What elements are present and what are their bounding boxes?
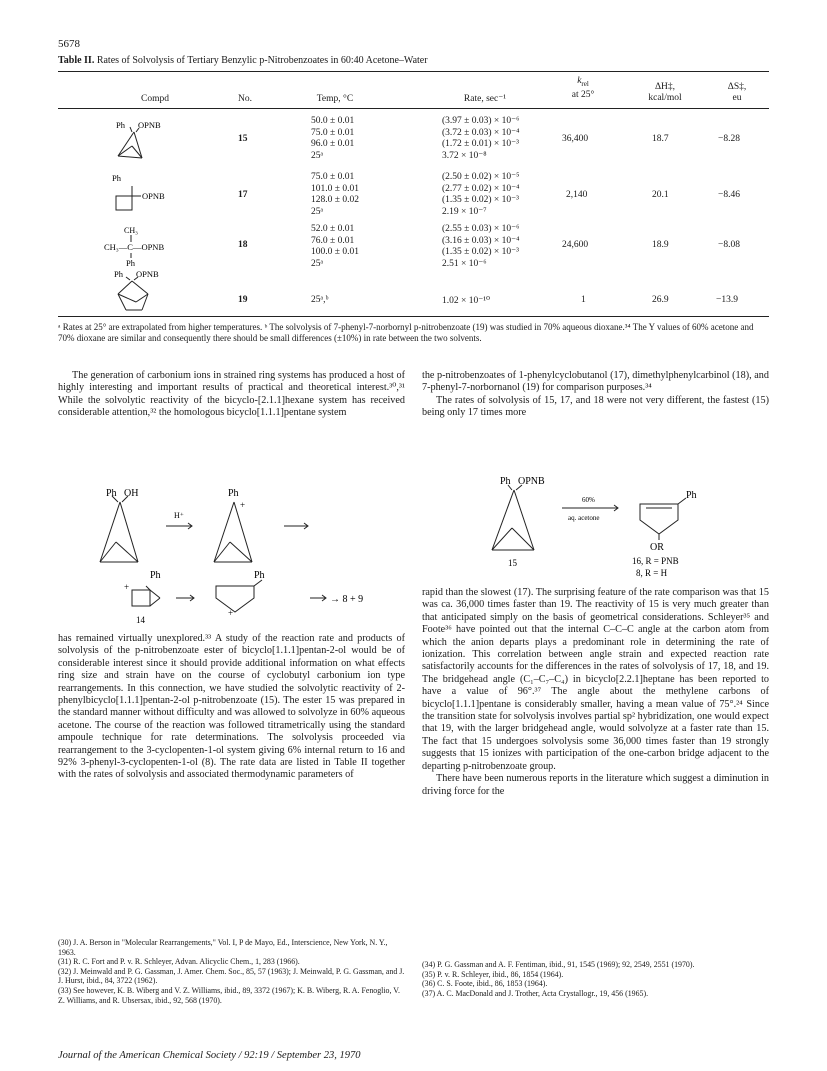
rearrangement-scheme	[58, 486, 405, 626]
row-15-temp: 50.0 ± 0.01	[311, 116, 355, 126]
reference-item: (35) P. v. R. Schleyer, ibid., 86, 1854 (1964).	[422, 969, 564, 979]
scheme-plus-label: +	[240, 500, 246, 510]
row-17-krel: 2,140	[566, 190, 588, 200]
row-15-rate: (3.72 ± 0.03) × 10⁻⁴	[442, 127, 520, 138]
scheme-solvent-percent: 60%	[582, 496, 595, 504]
row-15-no: 15	[238, 134, 248, 144]
scheme-ph-label: Ph	[686, 490, 697, 501]
header-temp: Temp, °C	[316, 94, 354, 104]
header-rate: Rate, sec⁻¹	[463, 94, 507, 104]
right-column-intro	[422, 370, 769, 420]
left-paragraph: The generation of carbonium ions in strained ring systems has produced a host of highly interesting and important results of practical and theoretical interest.³⁰,³¹ While the solvolytic reactivity of the bicyclo-[2.1.1]hexane system has received considerable attention,³² the homologous bicyclo[1.1.1]pentane system	[58, 370, 405, 419]
row-17-no: 17	[238, 190, 248, 200]
table-caption-label: Table II.	[58, 55, 95, 66]
header-ds-symbol: ΔS‡,	[727, 82, 747, 92]
compound-17-opnb-label: OPNB	[142, 191, 165, 201]
solvolysis-scheme	[422, 472, 769, 580]
row-15-temp: 96.0 ± 0.01	[311, 139, 355, 149]
compound-19-structure	[108, 268, 198, 314]
header-ds-unit: eu	[732, 93, 742, 103]
compound-18-ph-label: Ph	[126, 258, 135, 268]
row-15-rate: (3.97 ± 0.03) × 10⁻⁶	[442, 116, 520, 126]
row-18-krel: 24,600	[562, 240, 589, 250]
reference-item: (37) A. C. MacDonald and J. Trother, Acta Crystallogr., 19, 456 (1965).	[422, 988, 649, 998]
right-column-body	[422, 587, 769, 798]
reference-item: (32) J. Meinwald and P. G. Gassman, J. Amer. Chem. Soc., 85, 57 (1963); J. Meinwald, P. G. Gassman, and J. J. Hurst, ibid., 84, 3722 (1962).	[58, 966, 405, 986]
row-18-dh: 18.9	[652, 240, 669, 250]
header-krel	[548, 76, 618, 101]
row-15-ds: −8.28	[718, 134, 740, 144]
reference-item: (34) P. G. Gassman and A. F. Fentiman, ibid., 91, 1545 (1969); 92, 2549, 2551 (1970).	[422, 960, 695, 969]
row-18-rate: (2.55 ± 0.03) × 10⁻⁶	[442, 224, 520, 234]
journal-footer: Journal of the American Chemical Society / 92:19 / September 23, 1970	[58, 1050, 361, 1061]
scheme-bicyclobutyl-cation	[132, 586, 160, 606]
row-15-krel: 36,400	[562, 134, 589, 144]
row-18-rates	[442, 224, 519, 270]
row-19-krel: 1	[581, 295, 586, 305]
right-paragraph: The rates of solvolysis of 15, 17, and 18 were not very different, the fastest (15) being only 17 times more	[422, 394, 769, 419]
compound-17-structure	[108, 172, 198, 218]
scheme-compound-15	[492, 485, 534, 550]
compound-17-skeleton	[116, 186, 141, 210]
compound-19-opnb-label: OPNB	[136, 269, 159, 279]
scheme-oh-label: OH	[124, 488, 139, 499]
scheme-ph-label: Ph	[254, 570, 265, 581]
row-17-rate: (2.50 ± 0.02) × 10⁻⁵	[442, 172, 520, 182]
scheme-arrow	[562, 505, 618, 511]
row-19-no: 19	[238, 295, 248, 305]
header-compd: Compd	[141, 94, 169, 104]
table-caption-text: Rates of Solvolysis of Tertiary Benzylic p-Nitrobenzoates in 60:40 Acetone–Water	[96, 55, 428, 66]
left-column-body	[58, 633, 405, 782]
scheme-ph-label: Ph	[500, 476, 511, 487]
scheme-plus-label: +	[124, 582, 130, 592]
row-18-rate: (1.35 ± 0.02) × 10⁻³	[442, 247, 520, 257]
compound-17-ph-label: Ph	[112, 173, 121, 183]
table-caption	[58, 55, 428, 66]
header-krel-sub: rel	[581, 79, 589, 88]
row-17-temp: 101.0 ± 0.01	[311, 183, 359, 194]
scheme-arrow	[176, 595, 194, 601]
compound-15-skeleton	[118, 127, 142, 158]
row-15-rate: (1.72 ± 0.01) × 10⁻³	[442, 139, 520, 149]
row-18-rate: (3.16 ± 0.03) × 10⁻⁴	[442, 235, 520, 246]
scheme-arrow	[310, 595, 326, 601]
scheme-compound-16-label: 16, R = PNB	[632, 556, 679, 566]
header-no: No.	[238, 94, 252, 104]
row-17-rate: (1.35 ± 0.02) × 10⁻³	[442, 195, 520, 205]
row-18-temp: 76.0 ± 0.01	[311, 235, 355, 246]
row-18-temp: 25ᵃ	[311, 258, 324, 269]
scheme-arrow	[166, 523, 192, 529]
row-15-dh: 18.7	[652, 134, 669, 144]
reference-item: (30) J. A. Berson in "Molecular Rearrangements," Vol. I, P de Mayo, Ed., Interscience, New York, N. Y., 1963.	[58, 938, 388, 957]
right-paragraph: the p-nitrobenzoates of 1-phenylcyclobutanol (17), dimethylphenylcarbinol (18), and 7-phenyl-7-norbornanol (19) for comparison purposes.³⁴	[422, 370, 769, 394]
reference-item: (31) R. C. Fort and P. v. R. Schleyer, Advan. Alicyclic Chem., 1, 283 (1966).	[58, 957, 300, 967]
table-top-rule	[58, 71, 769, 72]
compound-19-ph-label: Ph	[114, 269, 123, 279]
table-bottom-rule	[58, 316, 769, 317]
scheme-compound-14-label: 14	[136, 615, 145, 625]
table-header-rule	[58, 108, 769, 109]
row-17-temp: 128.0 ± 0.02	[311, 195, 359, 205]
row-19-ds: −13.9	[716, 295, 738, 305]
references-left	[58, 938, 405, 1005]
row-19-rate: 1.02 × 10⁻¹⁰	[442, 296, 490, 306]
scheme-bicyclopentanol	[100, 496, 138, 562]
scheme-arrow	[284, 523, 308, 529]
row-15-temp: 75.0 ± 0.01	[311, 127, 355, 138]
scheme-plus-label: +	[228, 608, 234, 618]
scheme-cyclopentenyl-cation	[216, 580, 262, 612]
header-krel-symbol: k	[577, 76, 582, 86]
row-17-temps	[311, 172, 359, 218]
compound-18-main-label: CH₃—C—OPNB	[104, 242, 165, 252]
header-dh	[630, 82, 700, 104]
row-18-rate: 2.51 × 10⁻⁶	[442, 258, 487, 269]
scheme-compound-15-label: 15	[508, 558, 517, 568]
references-right	[422, 960, 769, 998]
reference-item: (36) C. S. Foote, ibid., 86, 1853 (1964).	[422, 979, 548, 989]
scheme-compound-8-label: 8, R = H	[636, 568, 668, 578]
scheme-solvent-label: aq. acetone	[568, 514, 600, 522]
left-paragraph: has remained virtually unexplored.³³ A study of the reaction rate and products of solvolysis of the p-nitrobenzoate ester of bicyclo[1.1.1]pentan-2-ol would be of considerable interest since it should provide additional information on what effects ring size and strain have on the course of cyclobutyl carbonium ion type rearrangements. In this connection, we have studied the solvolytic reactivity of 2-phenylbicyclo[1.1.1]pentan-2-ol p-nitrobenzoate (15). The ester 15 was prepared in the standard manner without difficulty and was allowed to solvolyze in 60% aqueous acetone. The course of the reaction was followed titrametrically using the standard ampoule technique for rate determinations. The solvolysis proceeded via rearrangement to the 3-cyclopenten-1-ol system giving 6% internal return to 16 and 92% 3-phenyl-3-cyclopenten-1-ol (8). The rate data are listed in Table II together with the rates of solvolysis and associated thermodynamic parameters of	[58, 633, 405, 781]
header-krel-temp: at 25°	[571, 89, 595, 100]
scheme-products-label: → 8 + 9	[330, 594, 364, 605]
row-17-rate: (2.77 ± 0.02) × 10⁻⁴	[442, 183, 520, 194]
scheme-hplus-label: H⁺	[174, 511, 184, 520]
row-17-rates	[442, 172, 519, 218]
scheme-ph-label: Ph	[150, 570, 161, 581]
row-15-rate: 3.72 × 10⁻⁸	[442, 150, 487, 161]
compound-15-structure	[108, 118, 198, 164]
row-19-dh: 26.9	[652, 295, 669, 305]
row-17-dh: 20.1	[652, 190, 669, 200]
header-ds	[707, 82, 767, 104]
compound-18-ch3-label: CH₃	[124, 226, 138, 235]
table-footnote: ᵃ Rates at 25° are extrapolated from higher temperatures. ᵇ The solvolysis of 7-phenyl-7-norbornyl p-nitrobenzoate (19) was studied in 70% aqueous dioxane.³⁴ The Y values of 60% acetone and 70% dioxane are similar and consequently there should be small differences (±10%) in rate between the two solvents.	[58, 322, 754, 343]
row-17-ds: −8.46	[718, 190, 740, 200]
compound-15-ph-label: Ph	[116, 120, 125, 130]
right-paragraph: There have been numerous reports in the literature which suggest a diminution in driving force for the	[422, 773, 769, 797]
row-15-temp: 25ᵃ	[311, 150, 324, 161]
scheme-or-label: OR	[650, 542, 664, 553]
row-15-temps	[311, 116, 354, 162]
page-number: 5678	[58, 38, 80, 50]
row-18-temp: 100.0 ± 0.01	[311, 247, 359, 257]
row-18-temps	[311, 224, 359, 270]
row-18-temp: 52.0 ± 0.01	[311, 224, 355, 234]
header-dh-symbol: ΔH‡,	[654, 82, 676, 92]
row-17-temp: 75.0 ± 0.01	[311, 172, 355, 182]
row-15-rates	[442, 116, 519, 162]
compound-19-skeleton	[118, 277, 148, 310]
row-18-no: 18	[238, 240, 248, 250]
row-18-ds: −8.08	[718, 240, 740, 250]
row-17-temp: 25ᵃ	[311, 206, 324, 217]
scheme-opnb-label: OPNB	[518, 476, 545, 487]
scheme-cation	[214, 502, 252, 562]
row-17-rate: 2.19 × 10⁻⁷	[442, 206, 487, 217]
scheme-ph-label: Ph	[106, 488, 117, 499]
row-19-temp: 25ᵃ,ᵇ	[311, 295, 329, 305]
scheme-cyclopentene-product	[640, 498, 686, 540]
right-paragraph: rapid than the slowest (17). The surprising feature of the rate comparison was that 15 was ca. 36,000 times faster than 19. The reactivity of 15 is very much greater than that anticipated simply on the basis of geometrical considerations. Schleyer³⁵ and Foote³⁶ have pointed out that the internal C–C–C angle at the carbon atom from which the anion departs plays a predominant role in determining the rate of ionization. This correlation between angle strain and expected reaction rate satisfactorily accounts for the differences in the rates of solvolysis of 17, 18, and 19. The bridgehead angle (C₁–C₇–C₄) in bicyclo[2.2.1]heptane has been reported to have a value of 96°.³⁷ The angle about the methylene carbons of bicyclo[1.1.1]pentane is considerably smaller, having a mean value of 75°.²⁴ Since the transition state for solvolysis involves partial sp² hybridization, one would expect that 19, with the larger bridgehead angle, would solvolyze at a faster rate than 15. The fact that 15 undergoes solvolysis some 36,000 times faster than 19 strongly suggests that 15 ionizes with participation of the one-carbon bridge adjacent to the departing p-nitrobenzoate group.	[422, 587, 769, 772]
header-dh-unit: kcal/mol	[648, 93, 682, 103]
compound-15-opnb-label: OPNB	[138, 120, 161, 130]
left-column-intro	[58, 370, 405, 420]
compound-18-structure	[104, 224, 204, 270]
reference-item: (33) See however, K. B. Wiberg and V. Z. Williams, ibid., 89, 3372 (1967); K. B. Wiberg, R. A. Fenoglio, V. Z. Williams, and R. Ubsersax, ibid., 92, 568 (1970).	[58, 985, 400, 1005]
scheme-ph-label: Ph	[228, 488, 239, 499]
